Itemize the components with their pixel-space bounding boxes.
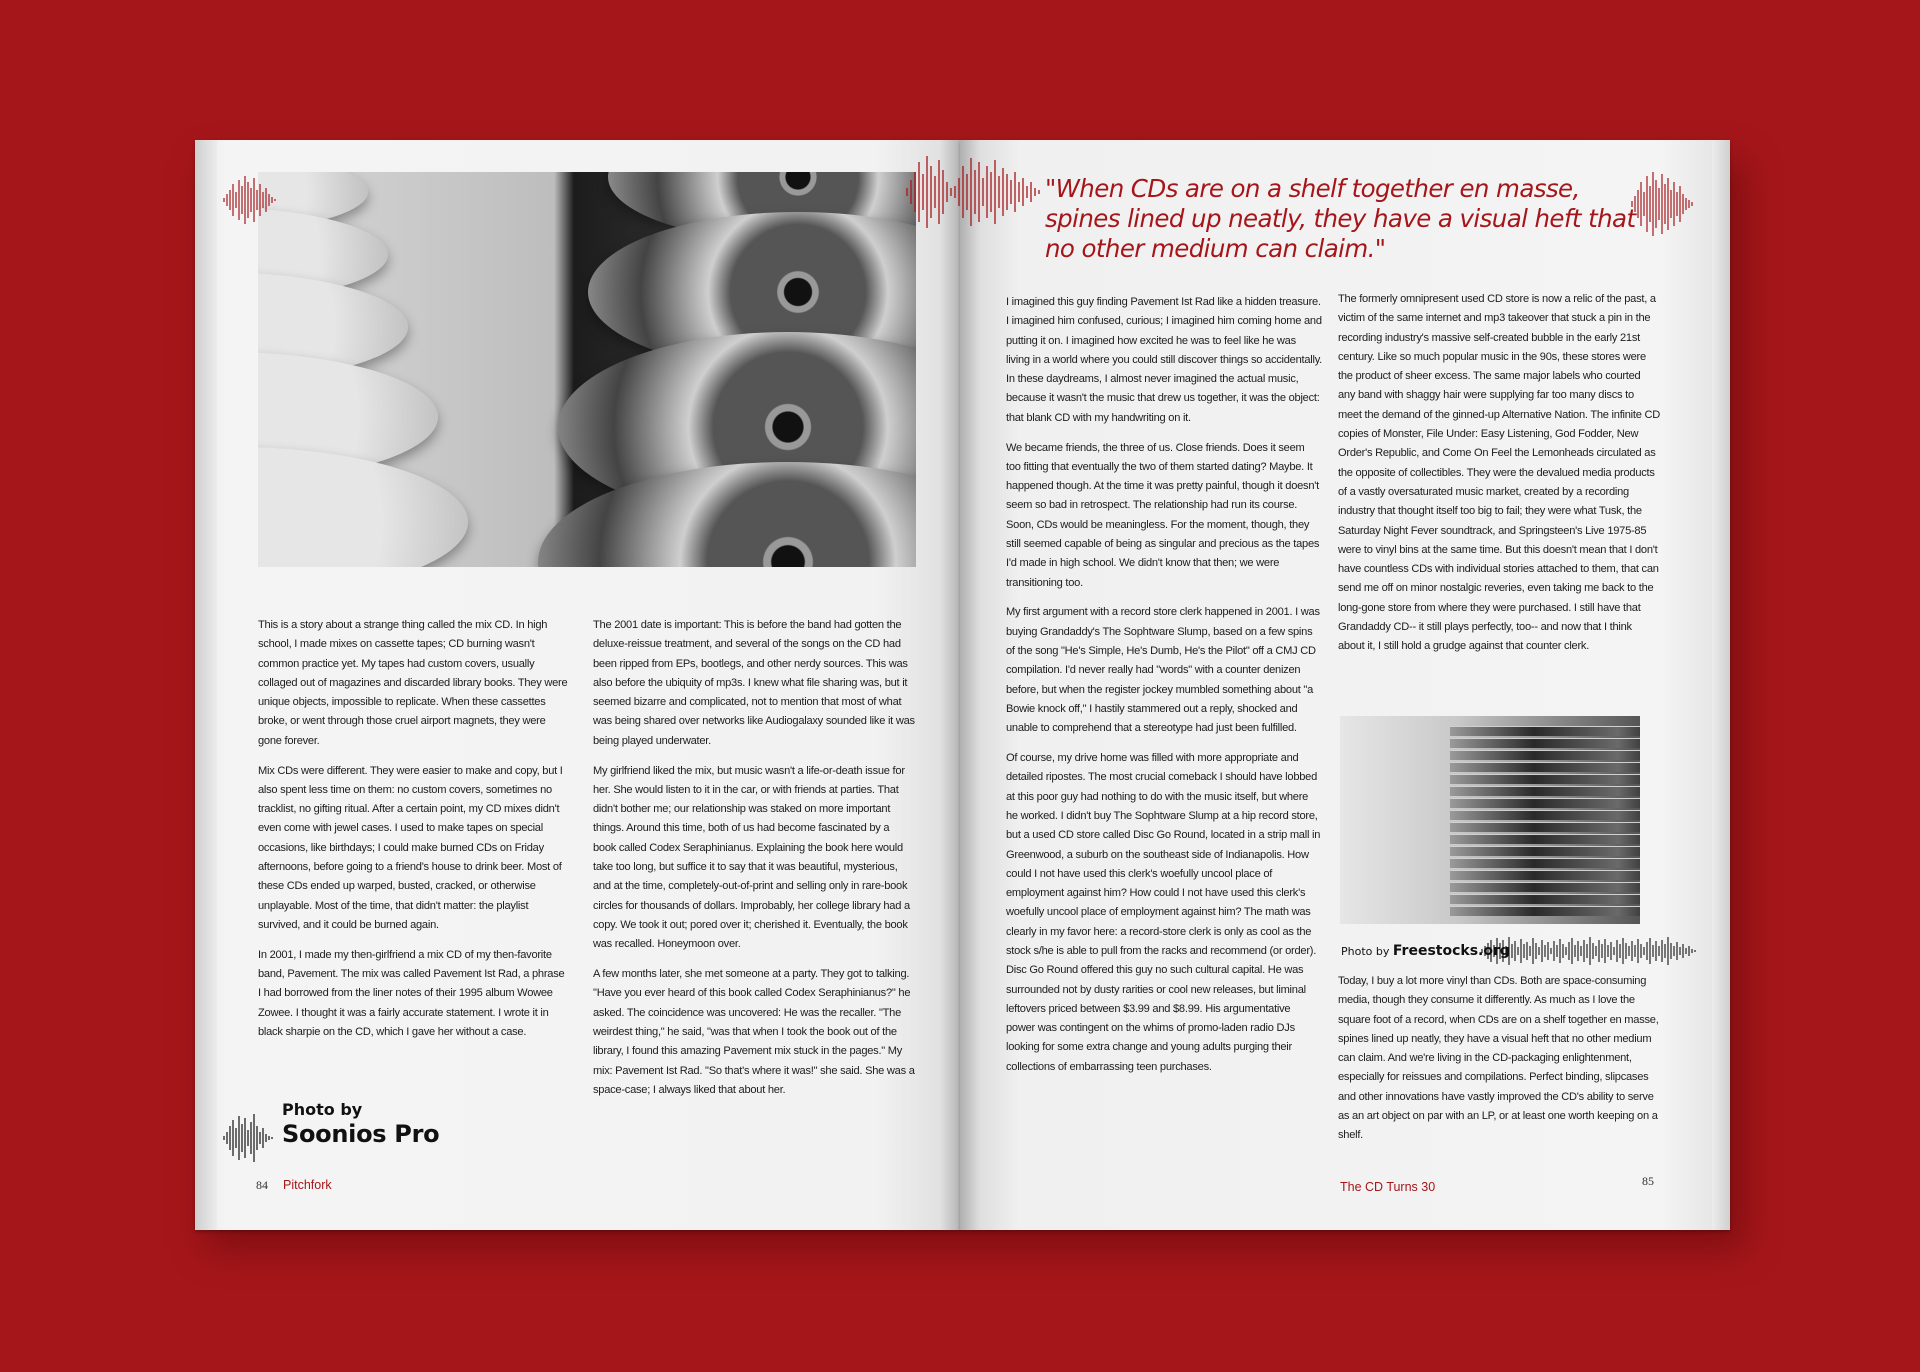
cd-discs-photo — [258, 172, 916, 567]
photo-credit-name: Freestocks.org — [1392, 943, 1510, 959]
right-page-edge — [1712, 140, 1730, 1230]
paragraph: Mix CDs were different. They were easier to make and copy, but I also spent less time on them: no custom covers, sometimes no tracklist, no gifting ritual. After a certain point, my CD mixes didn't even come with jewel cases. I used to make tapes on special occasions, like birthdays; I could make burned CDs on Friday afternoons, before going to a friend's house to drink beer. Most of these CDs ended up warped, busted, cracked, or otherwise unplayable. Most of the time, that didn't matter: the playlist survived, and it could be burned again. — [258, 764, 563, 931]
paragraph: The 2001 date is important: This is before the band had gotten the deluxe-reissue treatment, and several of the songs on the CD had been ripped from EPs, bootlegs, and other nerdy sources. This was also before the ubiquity of mp3s. I knew what file sharing was, but it seemed bizarre and complicated, not to mention that most of what was being shared over networks like Audiogalaxy sounded like it was being played underwater. — [593, 619, 915, 747]
paragraph: In 2001, I made my then-girlfriend a mix CD of my then-favorite band, Pavement. The mix was called Pavement Ist Rad, a phrase I had borrowed from the liner notes of their 1995 album Wowee Zowee. I thought it was a fairly accurate statement. I wrote it in black sharpie on the CD, which I gave her without a case. — [258, 948, 565, 1038]
page-number-left: 84 — [256, 1178, 268, 1192]
left-column-2 — [593, 616, 915, 1111]
right-column-2-top — [1338, 290, 1660, 667]
left-column-1 — [258, 616, 570, 1053]
photo-credit-label: Photo by — [1341, 945, 1390, 958]
paragraph: The formerly omnipresent used CD store is now a relic of the past, a victim of the same internet and mp3 takeover that stuck a pin in the recording industry's massive self-created bubble in the early 21st century. Like so much popular music in the 90s, these stores were the product of sheer excess. The same major labels who courted any band with shaggy hair were supplying far too many discs to meet the demand of the ginned-up Alternative Nation. The infinite CD copies of Monster, File Under: Easy Listening, God Fodder, New Order's Republic, and Come On Feel the Lemonheads circulated as the opposite of collectibles. They were the devalued media products of a vastly oversaturated music market, created by a recording industry that thought itself too big to fail; they were what Tusk, the Saturday Night Fever soundtrack, and Springsteen's Live 1975-85 were to vinyl bins at the same time. But this doesn't mean that I don't have countless CDs with individual stories attached to them, that can send me off on minor nostalgic reveries, even taking me back to the long-gone store from where they were purchased. I still have that Grandaddy CD-- it still plays perfectly, too-- and now that I think about it, I still hold a grudge against that counter clerk. — [1338, 293, 1660, 653]
pull-quote: "When CDs are on a shelf together en masse, spines lined up neatly, they have a visual heft that no other medium can claim." — [1045, 174, 1636, 263]
right-column-1 — [1006, 293, 1322, 1088]
left-page-edge — [195, 140, 217, 1230]
paragraph: We became friends, the three of us. Close friends. Does it seem too fitting that eventually the two of them started dating? Maybe. It happened though. At the time it was pretty painful, though it doesn't seem so bad in retrospect. The relationship had run its course. Soon, CDs would be meaningless. For the moment, though, they still seemed capable of being as singular and precious as the tapes I'd made in high school. We didn't know that then; we were transitioning too. — [1006, 441, 1320, 589]
page-number-right: 85 — [1642, 1174, 1654, 1188]
waveform-center-icon — [905, 152, 1043, 232]
paragraph: My first argument with a record store clerk happened in 2001. I was buying Grandaddy's The Sophtware Slump, based on a few spins of the song "He's Simple, He's Dumb, He's the Pilot" off a CMJ CD compilation. I'd never really had "words" with a counter denizen before, but when the register jockey mumbled something about "a Bowie knock off," I hastily stammered out a reply, shocked and unable to comprehend that a stereotype had just been fulfilled. — [1006, 606, 1320, 735]
paragraph: I imagined this guy finding Pavement Ist Rad like a hidden treasure. I imagined him confused, curious; I imagined him coming home and putting it on. I imagined how excited he was to feel like he was living in a world where you could still discover things so accidentally. In these daydreams, I almost never imagined the actual music, because it wasn't the music that drew us together, it was the object: that blank CD with my handwriting on it. — [1006, 296, 1322, 424]
folio-right: The CD Turns 30 — [1340, 1180, 1436, 1194]
folio-left: Pitchfork — [283, 1178, 332, 1192]
photo-credit-right — [1341, 943, 1510, 959]
photo-credit-left — [282, 1100, 439, 1148]
spine-gutter — [940, 140, 980, 1230]
waveform-photo-credit-left-icon — [222, 1112, 280, 1164]
waveform-left-top-icon — [222, 172, 278, 228]
paragraph: A few months later, she met someone at a party. They got to talking. "Have you ever heard of this book called Codex Seraphinianus?" he asked. The coincidence was uncovered: He was the recaller. "The weirdest thing," he said, "was that when I took the book out of the library, I found this amazing Pavement mix stuck in the pages." My mix: Pavement Ist Rad. "So that's where it was!" she said. She was a space-case; I always liked that about her. — [593, 968, 915, 1096]
waveform-photo-credit-right-icon — [1480, 934, 1700, 968]
photo-credit-name: Soonios Pro — [282, 1120, 440, 1148]
cd-stack-photo — [1340, 716, 1640, 924]
paragraph: Today, I buy a lot more vinyl than CDs. Both are space-consuming media, though they consume it differently. As much as I love the square foot of a record, when CDs are on a shelf together en masse, spines lined up neatly, they have a visual heft that no other medium can claim. And we're living in the CD-packaging enlightenment, especially for reissues and compilations. Perfect binding, slipcases and other innovations have vastly improved the CD's ability to serve as an art object on par with an LP, or at least one worth keeping on a shelf. — [1338, 975, 1659, 1142]
right-column-2-bottom — [1338, 972, 1660, 1156]
paragraph: Of course, my drive home was filled with more appropriate and detailed ripostes. The most crucial comeback I should have lobbed at this poor guy had nothing to do with the music itself, but where he worked. I didn't buy The Sophtware Slump at a hip record store, but a used CD store called Disc Go Round, located in a strip mall in Greenwood, a suburb on the southeast side of Indianapolis. How could I not have used this clerk's woefully uncool place of employment against him? How could I not have used this clerk's woefully uncool place of employment against him? The math was clearly in my favor here: a record-store clerk is only as cool as the stock s/he is able to pull from the racks and recommend (or order). Disc Go Round offered this guy no such cultural capital. He was surrounded not by dusty rarities or cool new releases, but liminal leftovers priced between $3.99 and $8.99. His argumentative power was contingent on the whims of promo-laden radio DJs looking for some extra change and young adults purging their collections of embarrassing teen purchases. — [1006, 752, 1321, 1073]
paragraph: This is a story about a strange thing called the mix CD. In high school, I made mixes on cassette tapes; CD burning wasn't common practice yet. My tapes had custom covers, usually collaged out of magazines and discarded library books. They were unique objects, impossible to replicate. When these cassettes broke, or went through those cruel airport magnets, they were gone forever. — [258, 619, 568, 747]
paragraph: My girlfriend liked the mix, but music wasn't a life-or-death issue for her. She would listen to it in the car, or with friends at parties. That didn't bother me; our relationship was staked on more important things. Around this time, both of us had become fascinated by a book called Codex Seraphinianus. Explaining the book here would take too long, but suffice it to say that it was beautiful, mysterious, and at the time, completely-out-of-print and selling only in rare-book circles for thousands of dollars. Improbably, her college library had a copy. We took it out; pored over it; cherished it. Eventually, the book was recalled. Honeymoon over. — [593, 764, 910, 951]
photo-credit-label: Photo by — [282, 1100, 363, 1119]
